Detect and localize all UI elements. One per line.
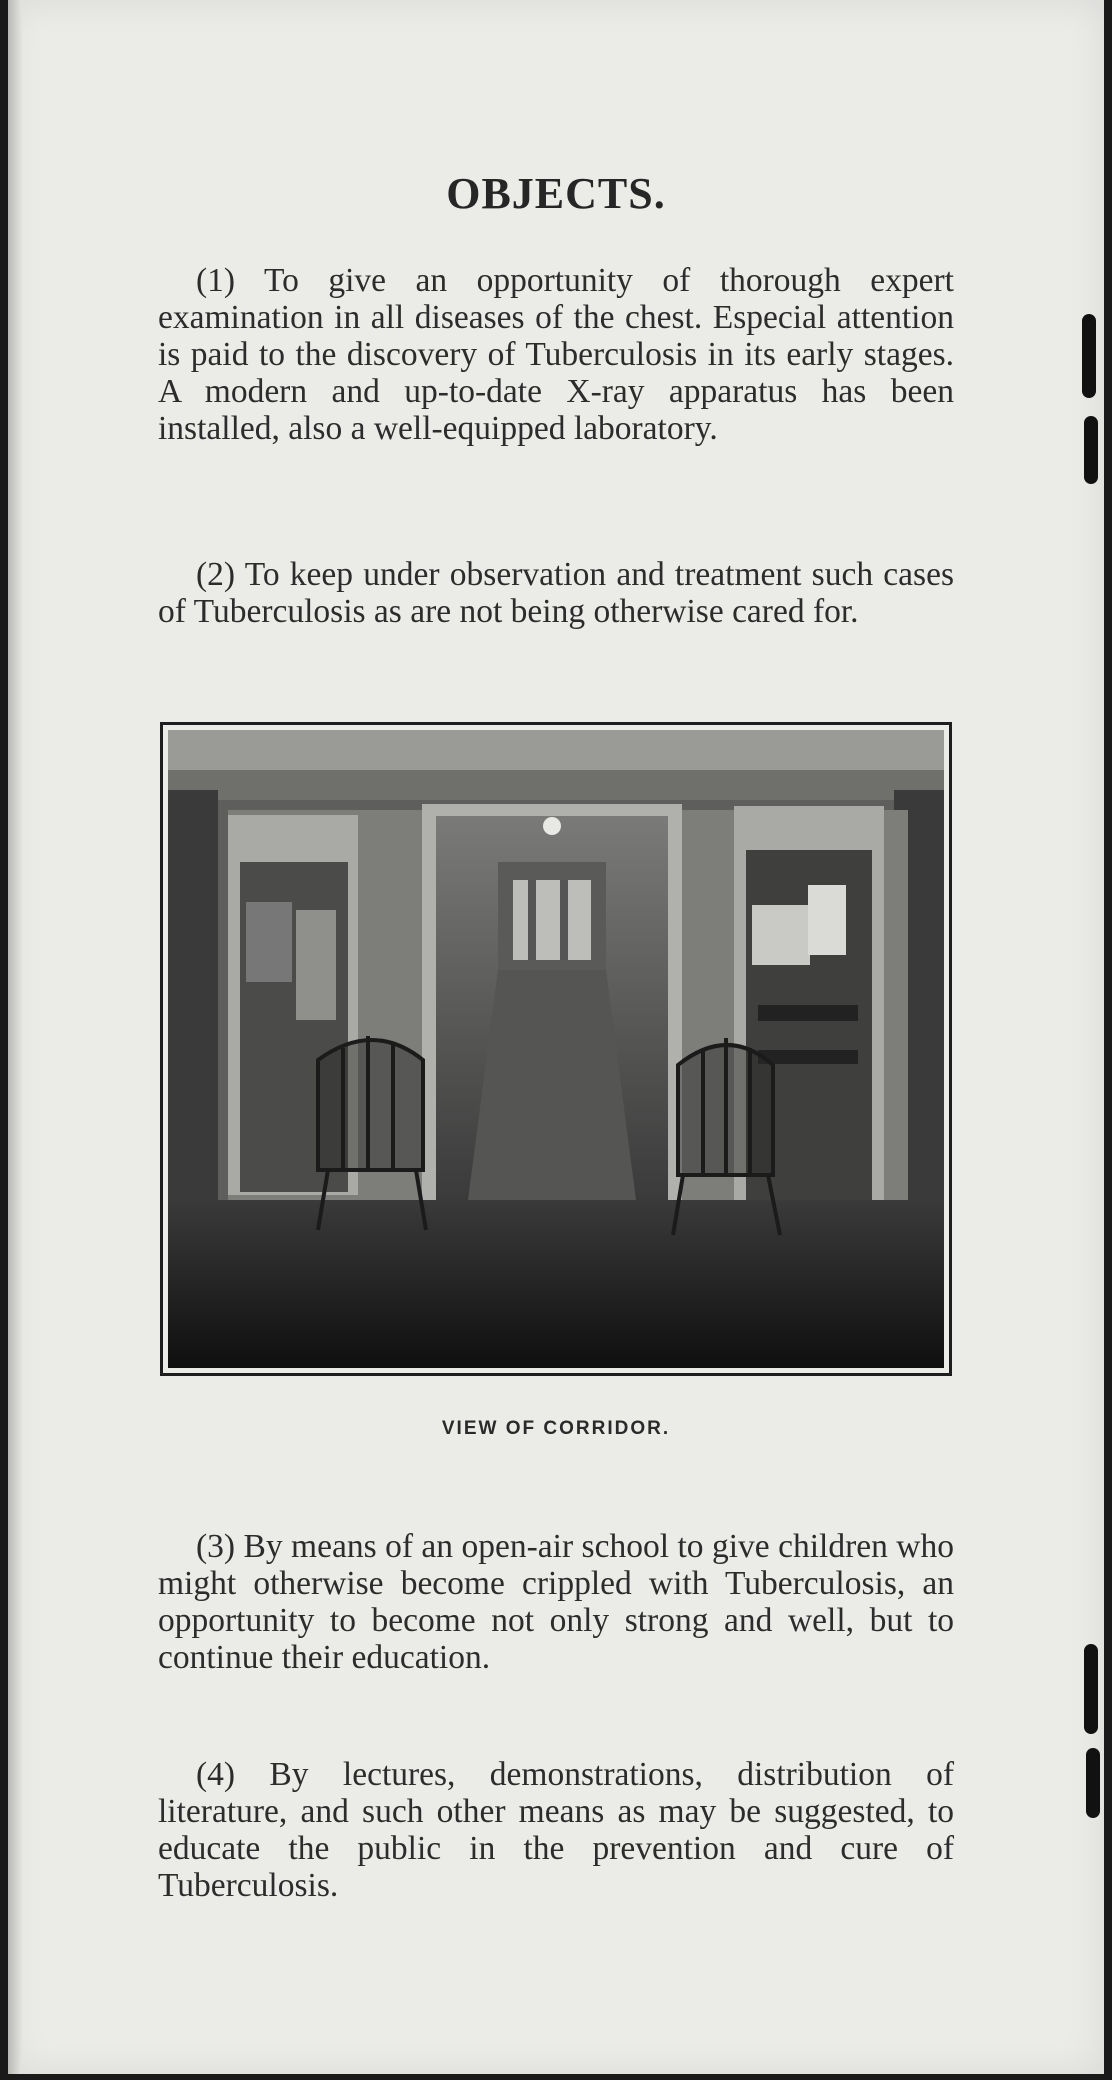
paragraph-4: (4) By lectures, demonstrations, distribution of literature, and such other means as may be suggested, to educate the public in the prevention and cure of Tuberculosis. xyxy=(158,1756,954,1904)
corridor-photo-image xyxy=(168,730,944,1368)
corridor-photo xyxy=(160,722,952,1376)
page-spine xyxy=(8,0,22,2074)
paragraph-1: (1) To give an opportunity of thorough expert examination in all diseases of the chest. Especial attention is paid to the discovery of Tuberculosis in its early stages. A modern and up-to-date X-ray apparatus has been installed, also a well-equipped laboratory. xyxy=(158,262,954,447)
paragraph-3: (3) By means of an open-air school to give children who might otherwise become crippled with Tuberculosis, an opportunity to become not only strong and well, but to continue their education. xyxy=(158,1528,954,1676)
binding-hole-mark xyxy=(1086,1748,1100,1818)
binding-hole-mark xyxy=(1084,416,1098,484)
page-title: OBJECTS. xyxy=(446,169,666,218)
binding-hole-mark xyxy=(1084,1644,1098,1734)
paragraph-2: (2) To keep under observation and treatment such cases of Tuberculosis as are not being otherwise cared for. xyxy=(158,556,954,630)
photo-caption: VIEW OF CORRIDOR. xyxy=(441,1418,671,1439)
binding-hole-mark xyxy=(1082,314,1096,398)
